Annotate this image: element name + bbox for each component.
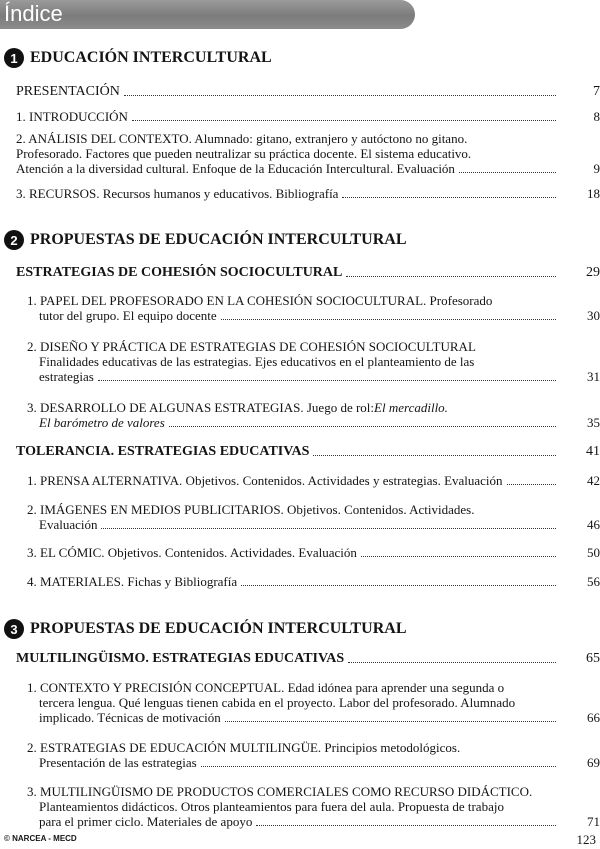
page-number: 7 xyxy=(593,84,600,99)
toc-entry-prensa[interactable]: 1. PRENSA ALTERNATIVA. Objetivos. Contenidos. Actividades y estrategias. Evaluación 42 xyxy=(27,473,600,488)
section-number-badge: 3 xyxy=(4,619,24,639)
page-number: 69 xyxy=(587,755,600,770)
toc-entry-presentacion[interactable]: PRESENTACIÓN 7 xyxy=(16,84,600,99)
page-number: 65 xyxy=(586,651,600,666)
toc-entry-introduccion[interactable]: 1. INTRODUCCIÓN 8 xyxy=(16,109,600,124)
section-number-badge: 2 xyxy=(4,230,24,250)
section-heading-2 xyxy=(4,229,407,251)
toc-entry-imagenes[interactable]: 2. IMÁGENES EN MEDIOS PUBLICITARIOS. Objetivos. Contenidos. Actividades. Evaluación 46 xyxy=(27,502,600,532)
toc-entry-papel[interactable]: 1. PAPEL DEL PROFESORADO EN LA COHESIÓN SOCIOCULTURAL. Profesorado tutor del grupo. El equipo docente 30 xyxy=(27,293,600,323)
toc-entry-productos[interactable]: 3. MULTILINGÜISMO DE PRODUCTOS COMERCIALES COMO RECURSO DIDÁCTICO. Planteamientos didácticos. Otros planteamientos para fuera del aula. Propuesta de trabajo para el primer ciclo. Materiales de apoyo 71 xyxy=(27,784,600,829)
page-number: 18 xyxy=(587,186,600,201)
page-number: 56 xyxy=(587,574,600,589)
page-number: 71 xyxy=(587,814,600,829)
section-number-badge: 1 xyxy=(4,48,24,68)
publisher-credit: © NARCEA - MECD xyxy=(4,834,77,843)
toc-entry-contexto[interactable]: 1. CONTEXTO Y PRECISIÓN CONCEPTUAL. Edad idónea para aprender una segunda o tercera lengua. Qué lenguas tienen cabida en el proyecto. Labor del profesorado. Alumnado implicado. Técnicas de motivación 66 xyxy=(27,680,600,725)
toc-entry-recursos[interactable]: 3. RECURSOS. Recursos humanos y educativos. Bibliografía 18 xyxy=(16,186,600,201)
section-title: EDUCACIÓN INTERCULTURAL xyxy=(30,49,272,66)
toc-entry-analisis[interactable]: 2. ANÁLISIS DEL CONTEXTO. Alumnado: gitano, extranjero y autóctono no gitano. Profesorado. Factores que pueden neutralizar su práctica docente. El sistema educativo. Atención a la diversidad cultural. Enfoque de la Educación Intercultural. Evaluación 9 xyxy=(16,131,600,176)
toc-entry-comic[interactable]: 3. EL CÓMIC. Objetivos. Contenidos. Actividades. Evaluación 50 xyxy=(27,545,600,560)
section-title: PROPUESTAS DE EDUCACIÓN INTERCULTURAL xyxy=(30,620,407,637)
section-heading-3 xyxy=(4,618,407,640)
toc-entry-multilinguismo[interactable]: MULTILINGÜISMO. ESTRATEGIAS EDUCATIVAS 65 xyxy=(16,651,600,666)
page-number: 9 xyxy=(593,161,600,176)
toc-entry-desarrollo[interactable]: 3. DESARROLLO DE ALGUNAS ESTRATEGIAS. Juego de rol: El mercadillo. El barómetro de valores 35 xyxy=(27,400,600,430)
toc-entry-estrategias-cohesion[interactable]: ESTRATEGIAS DE COHESIÓN SOCIOCULTURAL 29 xyxy=(16,265,600,280)
page-number: 41 xyxy=(586,444,600,459)
section-title: PROPUESTAS DE EDUCACIÓN INTERCULTURAL xyxy=(30,231,407,248)
toc-entry-diseno[interactable]: 2. DISEÑO Y PRÁCTICA DE ESTRATEGIAS DE COHESIÓN SOCIOCULTURAL Finalidades educativas de las estrategias. Ejes educativos en el planteamiento de las estrategias 31 xyxy=(27,339,600,384)
toc-entry-materiales[interactable]: 4. MATERIALES. Fichas y Bibliografía 56 xyxy=(27,574,600,589)
page-number: 42 xyxy=(587,473,600,488)
toc-entry-tolerancia[interactable]: TOLERANCIA. ESTRATEGIAS EDUCATIVAS 41 xyxy=(16,444,600,459)
page-number: 66 xyxy=(587,710,600,725)
page-number: 50 xyxy=(587,545,600,560)
folio-page-number: 123 xyxy=(576,832,596,847)
page-number: 46 xyxy=(587,517,600,532)
page-number: 31 xyxy=(587,369,600,384)
page-number: 8 xyxy=(593,109,600,124)
header-bar xyxy=(0,0,415,29)
section-heading-1 xyxy=(4,47,272,69)
page-number: 29 xyxy=(586,265,600,280)
page-number: 35 xyxy=(587,415,600,430)
page-title: Índice xyxy=(4,1,63,26)
page-number: 30 xyxy=(587,308,600,323)
toc-entry-estrategias-multilingue[interactable]: 2. ESTRATEGIAS DE EDUCACIÓN MULTILINGÜE. Principios metodológicos. Presentación de las estrategias 69 xyxy=(27,740,600,770)
